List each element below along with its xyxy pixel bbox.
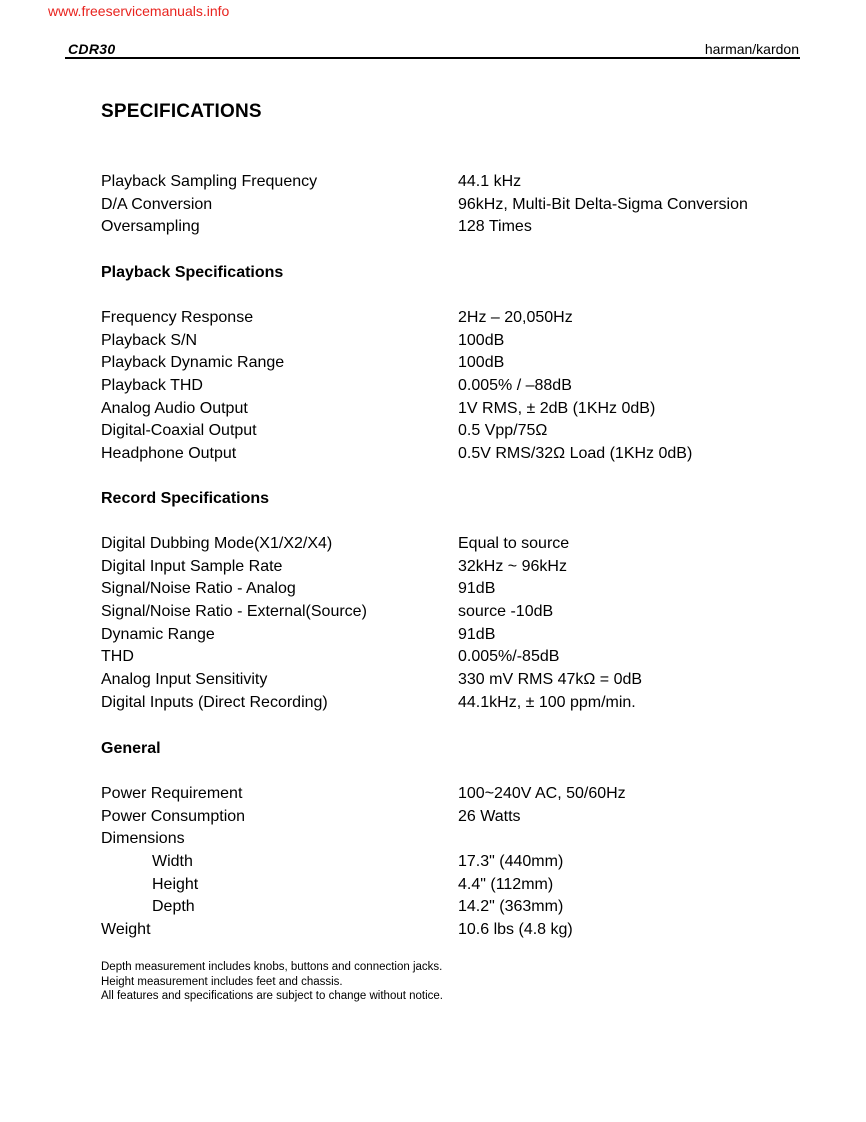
spec-row (101, 806, 821, 829)
spec-row (101, 919, 821, 942)
spec-row (101, 828, 821, 851)
spec-value: 0.5 Vpp/75Ω (458, 422, 548, 440)
spec-value: 32kHz ~ 96kHz (458, 557, 567, 575)
spec-value: 0.5V RMS/32Ω Load (1KHz 0dB) (458, 445, 693, 463)
spec-value: 100dB (458, 354, 505, 372)
spec-row (101, 556, 821, 579)
spec-row (101, 194, 821, 217)
spec-label: Dimensions (101, 830, 185, 848)
page-title: SPECIFICATIONS (101, 101, 262, 122)
spec-row (101, 896, 821, 919)
spec-label: Digital-Coaxial Output (101, 422, 257, 440)
spec-label: Width (152, 853, 193, 871)
spec-label: Signal/Noise Ratio - Analog (101, 580, 296, 598)
spec-value: 100~240V AC, 50/60Hz (458, 785, 626, 802)
spec-value: 10.6 lbs (4.8 kg) (458, 921, 573, 939)
spec-row (101, 216, 821, 239)
spec-row (101, 601, 821, 624)
spec-label: Frequency Response (101, 309, 254, 326)
spec-label: THD (101, 648, 134, 666)
spec-value: 0.005% / –88dB (458, 377, 572, 395)
spec-section-record (101, 488, 821, 715)
section-heading: Playback Specifications (101, 264, 284, 281)
spec-value: 26 Watts (458, 807, 521, 825)
section-heading: General (101, 740, 161, 757)
spec-label: Playback Dynamic Range (101, 354, 285, 372)
spec-row (101, 578, 821, 601)
spec-label: Depth (152, 898, 195, 916)
spec-label: Weight (101, 921, 151, 939)
spec-row (101, 420, 821, 443)
spec-label: Height (152, 875, 199, 893)
spec-label: Digital Dubbing Mode(X1/X2/X4) (101, 535, 333, 552)
header-divider (65, 57, 800, 59)
spec-row (101, 375, 821, 398)
spec-row (101, 874, 821, 897)
spec-section-general-playback (101, 171, 821, 239)
header-brand: harman/kardon (704, 41, 799, 57)
spec-value: 0.005%/-85dB (458, 648, 560, 666)
header-model: CDR30 (68, 41, 116, 57)
spec-row (101, 646, 821, 669)
spec-label: Power Consumption (101, 807, 246, 825)
spec-value: 1V RMS, ± 2dB (1KHz 0dB) (458, 399, 656, 417)
spec-value: 14.2" (363mm) (458, 898, 564, 916)
spec-label: Digital Input Sample Rate (101, 557, 283, 575)
spec-section-playback (101, 262, 821, 466)
spec-label: Headphone Output (101, 445, 237, 463)
spec-row (101, 330, 821, 353)
spec-row (101, 352, 821, 375)
section-heading: Record Specifications (101, 490, 270, 507)
spec-value: 4.4" (112mm) (458, 875, 554, 893)
footnote: Height measurement includes feet and chassis. (101, 975, 343, 988)
spec-label: Analog Audio Output (101, 399, 248, 417)
spec-row (101, 851, 821, 874)
spec-value: 2Hz – 20,050Hz (458, 309, 573, 326)
spec-row (101, 692, 821, 715)
spec-row (101, 443, 821, 466)
spec-value: 44.1 kHz (458, 173, 522, 190)
watermark-link[interactable]: www.freeservicemanuals.info (48, 3, 230, 19)
spec-row (101, 398, 821, 421)
spec-row (101, 624, 821, 647)
spec-label: Analog Input Sensitivity (101, 671, 268, 689)
spec-value: 91dB (458, 625, 496, 643)
spec-row (101, 171, 821, 194)
footnote: Depth measurement includes knobs, buttons and connection jacks. (101, 961, 443, 973)
spec-label: D/A Conversion (101, 195, 213, 213)
spec-row (101, 783, 821, 806)
spec-section-general (101, 738, 821, 942)
spec-value: 330 mV RMS 47kΩ = 0dB (458, 671, 643, 689)
spec-value: 96kHz, Multi-Bit Delta-Sigma Conversion (458, 195, 748, 213)
spec-label: Signal/Noise Ratio - External(Source) (101, 603, 367, 621)
footnotes (101, 960, 443, 1004)
spec-label: Dynamic Range (101, 625, 215, 643)
spec-label: Playback THD (101, 377, 203, 395)
spec-label: Playback S/N (101, 331, 198, 349)
spec-value: source -10dB (458, 603, 554, 621)
spec-row (101, 669, 821, 692)
spec-row (101, 533, 821, 556)
spec-value: 100dB (458, 331, 505, 349)
spec-value: 17.3" (440mm) (458, 853, 564, 871)
spec-label: Playback Sampling Frequency (101, 173, 318, 190)
spec-value: Equal to source (458, 535, 570, 552)
spec-label: Oversampling (101, 218, 200, 236)
spec-value: 91dB (458, 580, 496, 598)
footnote: All features and specifications are subject to change without notice. (101, 990, 444, 1002)
spec-value: 44.1kHz, ± 100 ppm/min. (458, 693, 636, 711)
spec-label: Digital Inputs (Direct Recording) (101, 693, 328, 711)
spec-row (101, 307, 821, 330)
spec-label: Power Requirement (101, 785, 243, 802)
spec-value: 128 Times (458, 218, 532, 236)
